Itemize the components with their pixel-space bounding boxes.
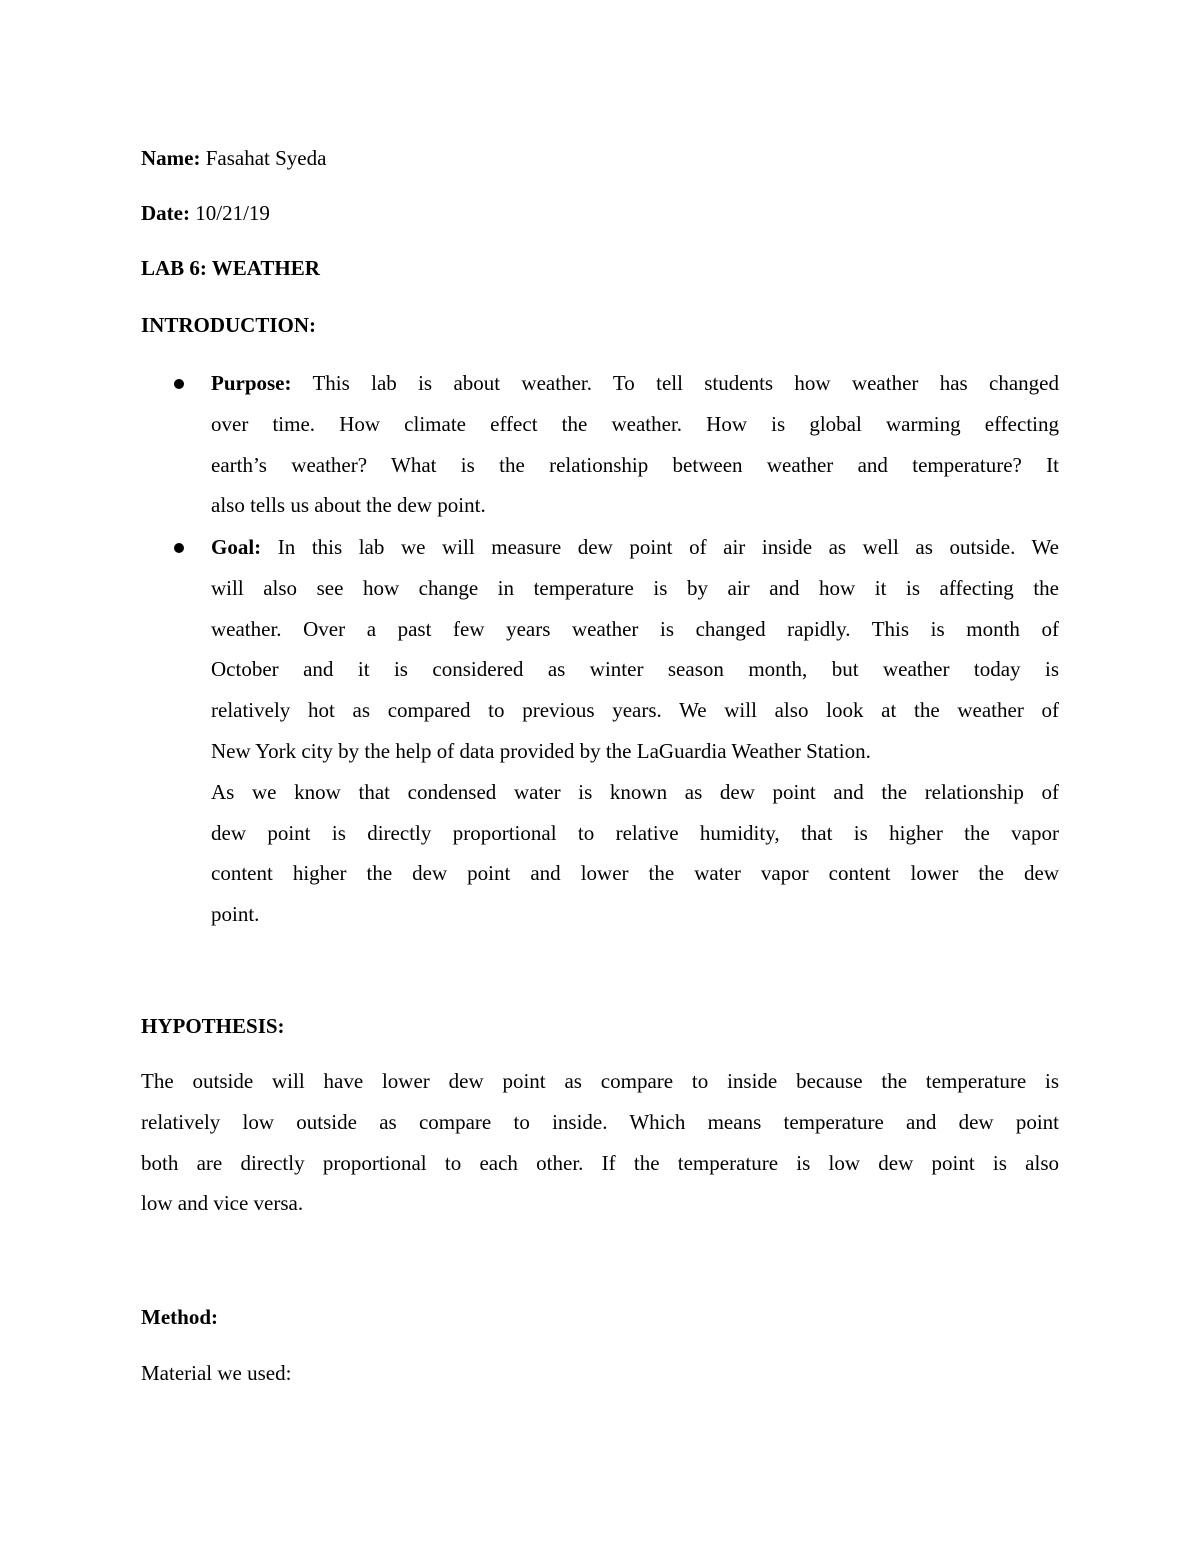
goal-line: New York city by the help of data provided by the LaGuardia Weather Station. [211,738,871,763]
goal-line: relatively hot as compared to previous years. We will also look at the weather of [211,698,1059,723]
dew-point-line: content higher the dew point and lower the water vapor content lower the dew [211,861,1059,886]
dew-point-line: dew point is directly proportional to relative humidity, that is higher the vapor [211,820,1059,845]
goal-paragraph [211,527,1059,935]
method-heading: Method: [141,1305,218,1329]
goal-line [211,527,1059,568]
name-label: Name: [141,146,201,170]
dew-point-line: point. [211,902,260,927]
hypothesis-heading: HYPOTHESIS: [141,1014,285,1038]
dew-point-line: As we know that condensed water is known as dew point and the relationship of [211,779,1059,804]
goal-bullet [174,543,184,553]
hypothesis-line: relatively low outside as compare to inside. Which means temperature and dew point [141,1109,1059,1134]
purpose-label: Purpose: [211,371,292,395]
materials-label: Material we used: [141,1361,292,1385]
introduction-heading: INTRODUCTION: [141,313,317,337]
hypothesis-line: low and vice versa. [141,1191,304,1216]
hypothesis-paragraph [141,1061,1059,1224]
goal-text: In this lab we will measure dew point of air inside as well as outside. We [277,535,1060,559]
purpose-text: This lab is about weather. To tell students how weather has changed [312,371,1059,395]
goal-line: will also see how change in temperature is by air and how it is affecting the [211,575,1059,600]
purpose-bullet [174,379,184,389]
goal-line: October and it is considered as winter season month, but weather today is [211,657,1059,682]
name-line [141,145,326,171]
hypothesis-line: both are directly proportional to each other. If the temperature is low dew point is also [141,1150,1059,1175]
hypothesis-line: The outside will have lower dew point as compare to inside because the temperature is [141,1069,1059,1093]
goal-line: weather. Over a past few years weather is changed rapidly. This is month of [211,616,1059,641]
date-label: Date: [141,201,190,225]
date-line [141,200,270,226]
purpose-line: over time. How climate effect the weather. How is global warming effecting [211,411,1059,436]
goal-label: Goal: [211,535,262,559]
lab-title: LAB 6: WEATHER [141,256,320,280]
purpose-paragraph [211,363,1059,526]
name-value: Fasahat Syeda [205,146,327,170]
date-value: 10/21/19 [195,201,270,225]
purpose-line: also tells us about the dew point. [211,493,486,518]
purpose-line: earth’s weather? What is the relationship between weather and temperature? It [211,452,1059,477]
purpose-line [211,363,1059,404]
